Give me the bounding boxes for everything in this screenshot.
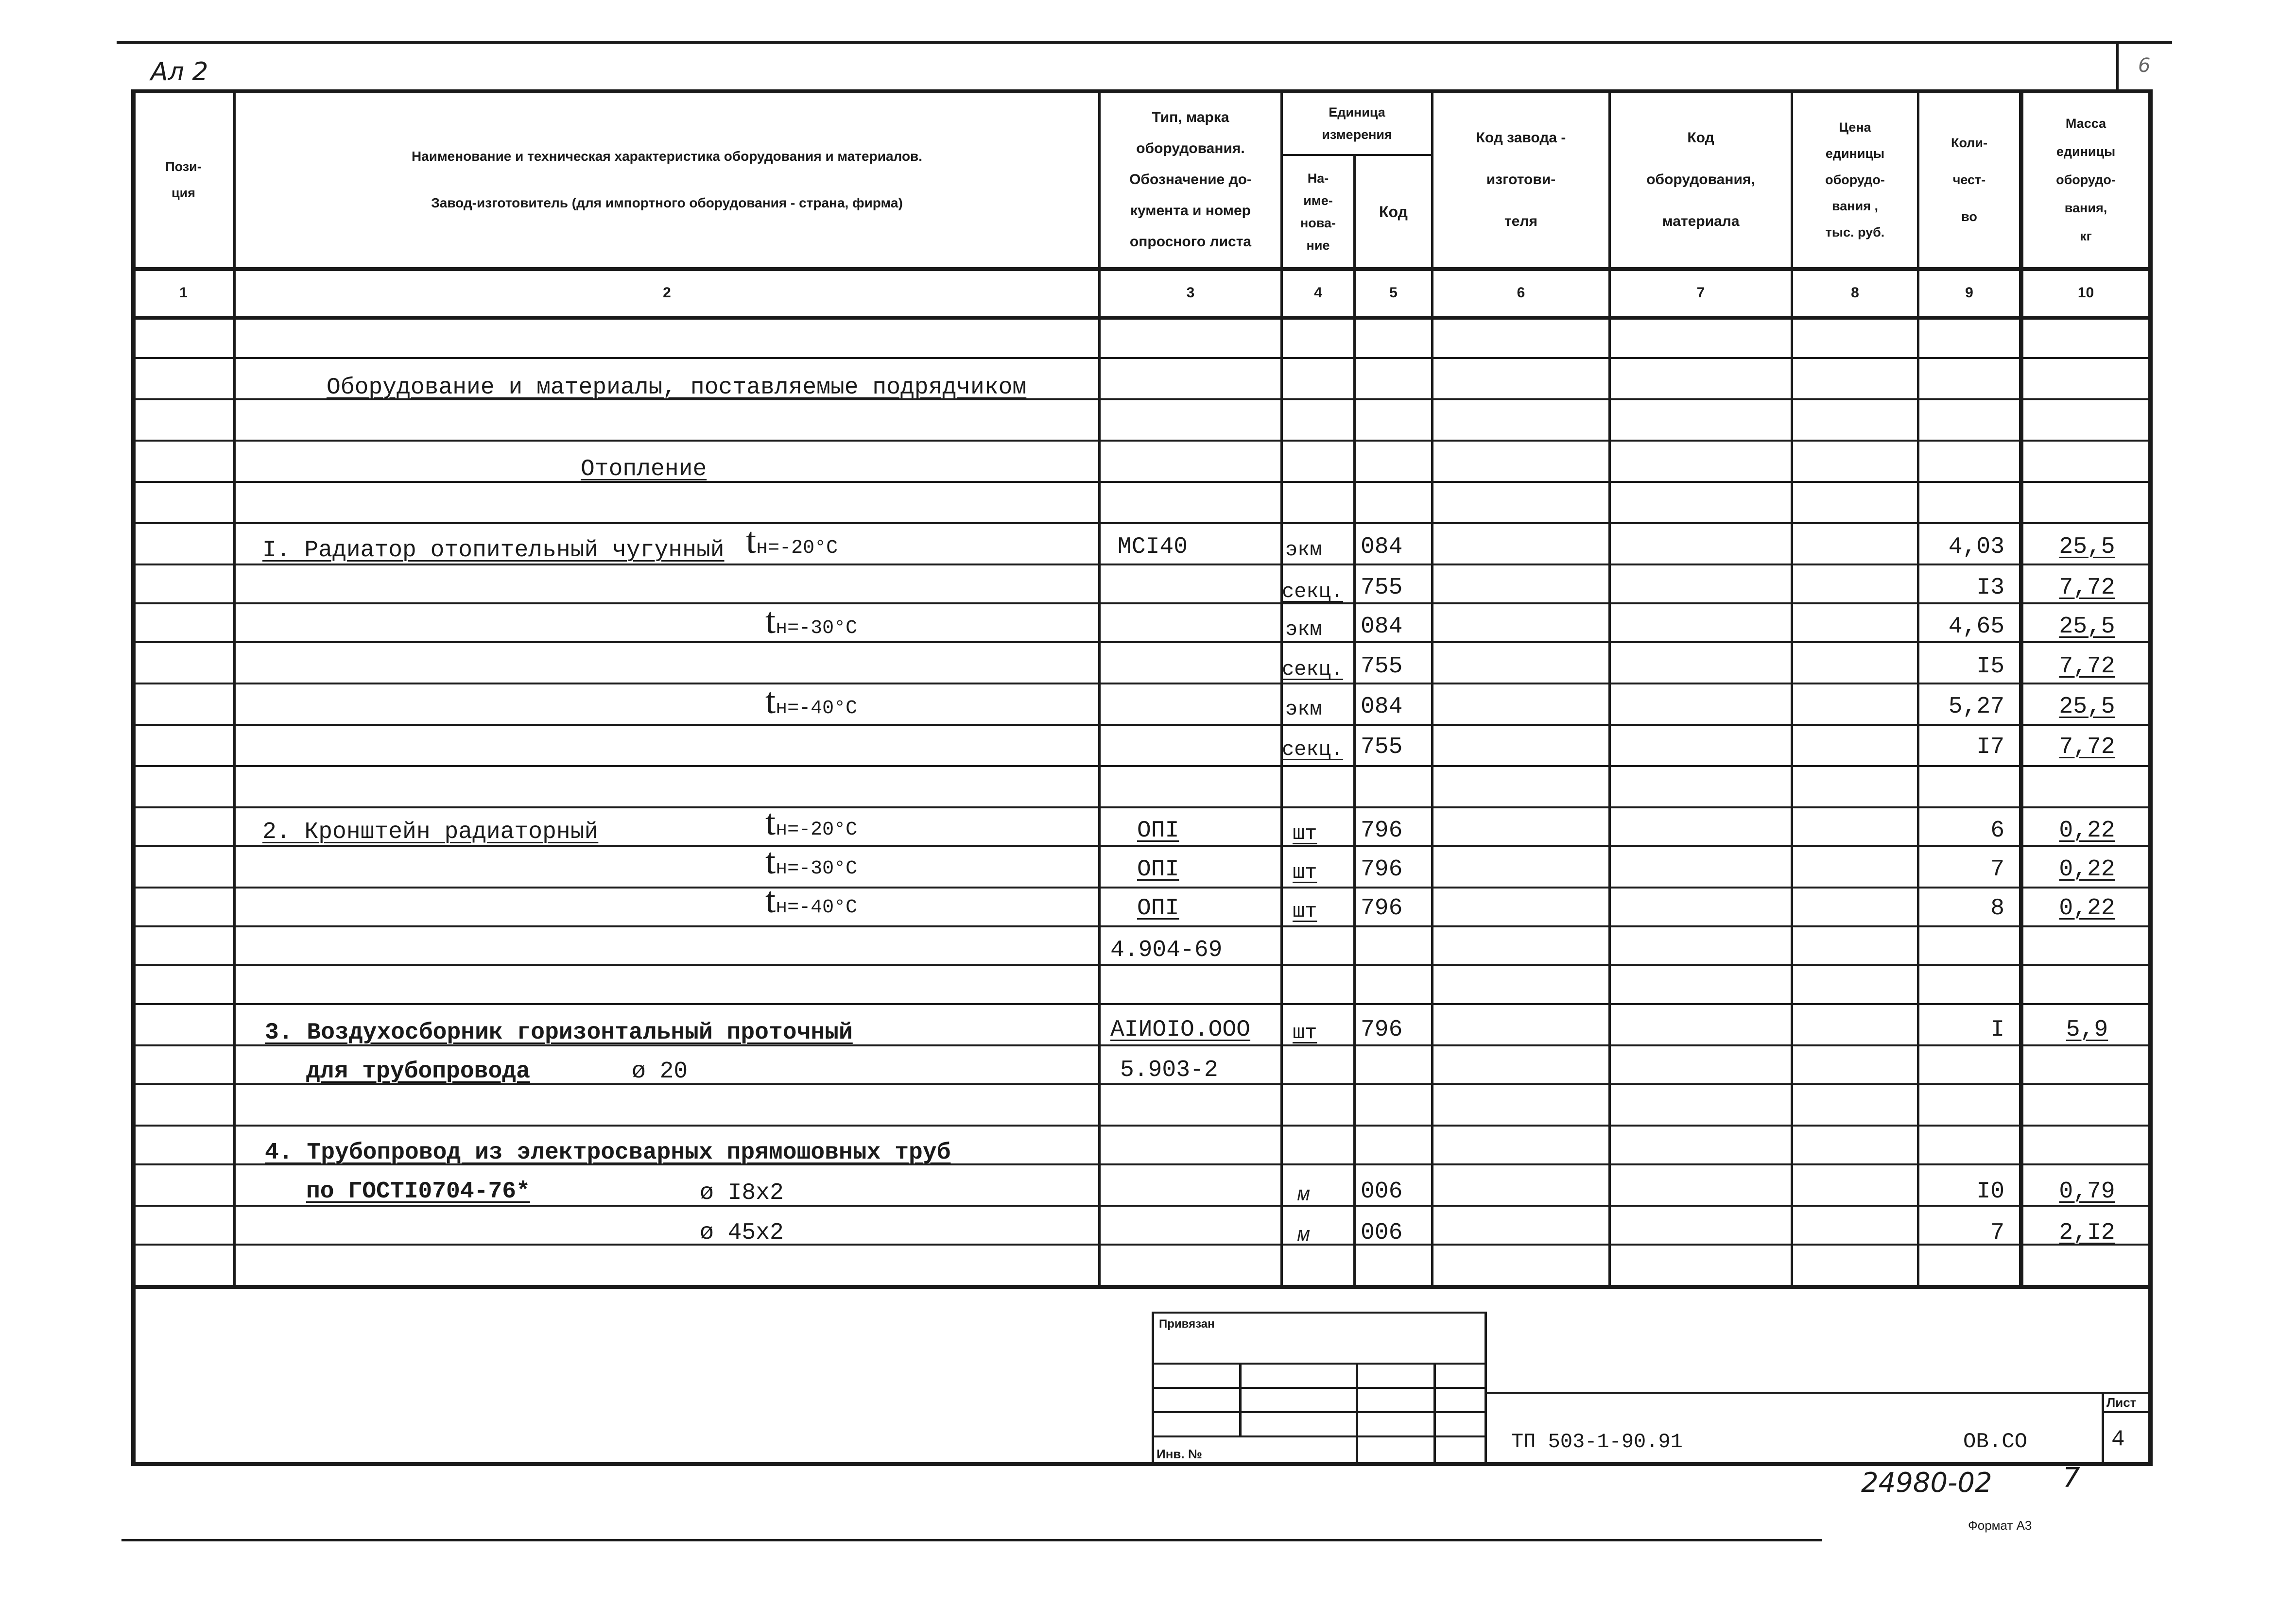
unit-name: секц. — [1282, 580, 1344, 603]
col-number: 1 — [179, 284, 188, 301]
corner-bracket-line — [2116, 41, 2119, 89]
quantity: I7 — [1976, 734, 2004, 760]
temperature-spec — [765, 841, 858, 883]
col-number: 9 — [1965, 284, 1973, 301]
unit-name: шт — [1293, 900, 1317, 923]
unit-code: 796 — [1361, 818, 1403, 844]
unit-code: 755 — [1361, 575, 1403, 601]
bottom-line — [121, 1539, 1822, 1541]
document-reference: 4.904-69 — [1110, 937, 1223, 963]
col-number: 10 — [2077, 284, 2094, 301]
unit-code: 006 — [1361, 1179, 1403, 1205]
col-number: 7 — [1696, 284, 1705, 301]
unit-name: экм — [1285, 698, 1322, 721]
t-symbol: t — [765, 841, 776, 882]
temperature-spec — [765, 880, 858, 922]
corner-mark: Ал 2 — [151, 57, 208, 86]
col-number: 3 — [1186, 284, 1195, 301]
corner-number: 6 — [2138, 54, 2151, 77]
document-reference: 5.903-2 — [1120, 1057, 1218, 1083]
mass: 0,22 — [2059, 895, 2115, 922]
header-type: Тип, марка оборудования. Обозначение до- кумента и номер опросного листа — [1129, 109, 1252, 250]
t-symbol: t — [765, 681, 776, 721]
type-mark: ОПI — [1137, 856, 1179, 883]
unit-name: экм — [1285, 538, 1322, 562]
unit-code: 796 — [1361, 1017, 1403, 1043]
mass: 7,72 — [2059, 653, 2115, 680]
unit-code: 796 — [1361, 856, 1403, 883]
mass: 7,72 — [2059, 575, 2115, 601]
t-symbol: t — [765, 802, 776, 843]
item-name: 2. Кронштейн радиаторный — [262, 819, 599, 845]
item-name: 3. Воздухосборник горизонтальный проточный — [265, 1020, 853, 1046]
quantity: I3 — [1976, 575, 2004, 601]
temperature-value: н=-40°С — [776, 698, 858, 719]
mass: 0,22 — [2059, 856, 2115, 883]
section-title-contractor: Оборудование и материалы, поставляемые подрядчиком — [327, 375, 1027, 401]
item-name: I. Радиатор отопительный чугунный — [262, 537, 725, 564]
quantity: 6 — [1990, 818, 2004, 844]
section-title-heating: Отопление — [581, 456, 707, 482]
project-code: ТП 503-1-90.91 — [1511, 1430, 1683, 1453]
mass: 0,79 — [2059, 1179, 2115, 1205]
quantity: 7 — [1990, 856, 2004, 883]
type-mark: ОПI — [1137, 895, 1179, 922]
col-number: 5 — [1389, 284, 1398, 301]
temperature-value: н=-20°С — [756, 537, 838, 559]
unit-code: 006 — [1361, 1220, 1403, 1246]
format-label: Формат А3 — [1968, 1518, 2032, 1533]
quantity: I5 — [1976, 653, 2004, 680]
quantity: 4,65 — [1948, 614, 2004, 640]
header-unit-code: Код — [1379, 203, 1408, 221]
mass: 25,5 — [2059, 614, 2115, 640]
archive-number: 24980-02 — [1861, 1467, 1992, 1499]
unit-name: секц. — [1282, 738, 1344, 761]
quantity: 5,27 — [1948, 694, 2004, 720]
unit-code: 755 — [1361, 653, 1403, 680]
header-equipment-code: Код оборудования, материала — [1646, 130, 1755, 229]
mass: 2,I2 — [2059, 1220, 2115, 1246]
quantity: 8 — [1990, 895, 2004, 922]
temperature-value: н=-20°С — [776, 819, 858, 841]
stamp-inventory-label: Инв. № — [1157, 1447, 1202, 1461]
t-symbol: t — [746, 520, 757, 561]
header-price: Цена единицы оборудо- вания , тыс. руб. — [1825, 120, 1885, 239]
header-position: Пози- ция — [165, 159, 202, 200]
document-mark: ОВ.СО — [1963, 1430, 2028, 1454]
mass: 5,9 — [2066, 1017, 2108, 1043]
unit-code: 084 — [1361, 694, 1403, 720]
unit-name: м — [1297, 1224, 1310, 1247]
type-mark: АIИОIО.ООО — [1110, 1017, 1251, 1043]
t-symbol: t — [765, 600, 776, 641]
quantity: 7 — [1990, 1220, 2004, 1246]
header-factory-code: Код завода - изготови- теля — [1476, 130, 1566, 229]
mass: 25,5 — [2059, 694, 2115, 720]
header-mass: Масса единицы оборудо- вания, кг — [2056, 116, 2116, 243]
pipe-diameter: ø 45х2 — [700, 1220, 784, 1246]
type-mark: ОПI — [1137, 818, 1179, 844]
mass: 7,72 — [2059, 734, 2115, 760]
sheet-label: Лист — [2106, 1395, 2137, 1410]
unit-name: шт — [1293, 1021, 1317, 1044]
quantity: I — [1990, 1017, 2004, 1043]
header-name: Наименование и техническая характеристика оборудования и материалов. Завод-изготовитель (для импортного оборудования - страна, фирма) — [411, 149, 923, 210]
unit-name: шт — [1293, 861, 1317, 884]
header-unit-name: На- име- нова- ние — [1300, 171, 1336, 253]
stamp-bound-label: Привязан — [1159, 1317, 1215, 1331]
archive-suffix: 7 — [2063, 1462, 2080, 1494]
temperature-value: н=-40°С — [776, 897, 858, 919]
unit-name: м — [1297, 1183, 1310, 1207]
temperature-spec — [765, 681, 858, 722]
pipe-diameter: ø I8х2 — [700, 1180, 784, 1206]
unit-name: шт — [1293, 822, 1317, 845]
temperature-spec — [765, 600, 858, 642]
unit-code: 084 — [1361, 534, 1403, 560]
mass: 0,22 — [2059, 818, 2115, 844]
temperature-spec — [765, 802, 858, 844]
top-border-line — [117, 41, 2172, 44]
unit-code: 755 — [1361, 734, 1403, 760]
quantity: I0 — [1976, 1179, 2004, 1205]
pipe-diameter: ø 20 — [632, 1059, 688, 1085]
unit-name: экм — [1285, 618, 1322, 641]
unit-code: 796 — [1361, 895, 1403, 922]
col-number: 6 — [1517, 284, 1525, 301]
unit-code: 084 — [1361, 614, 1403, 640]
header-unit-group: Единица измерения — [1322, 104, 1392, 142]
standard-reference: по ГОСТI0704-76* — [306, 1179, 530, 1205]
col-number: 4 — [1314, 284, 1322, 301]
temperature-spec — [746, 520, 838, 562]
sheet-number: 4 — [2111, 1427, 2125, 1452]
mass: 25,5 — [2059, 534, 2115, 560]
quantity: 4,03 — [1948, 534, 2004, 560]
col-number: 2 — [663, 284, 671, 301]
type-mark: МСI40 — [1118, 534, 1188, 560]
temperature-value: н=-30°С — [776, 858, 858, 880]
item-name — [265, 1139, 950, 1166]
item-name-text: 4. Трубопровод из электросварных прямошовных труб — [265, 1140, 951, 1166]
col-number: 8 — [1851, 284, 1859, 301]
item-name-continued: для трубопровода — [306, 1059, 530, 1085]
t-symbol: t — [765, 880, 776, 921]
unit-name: секц. — [1282, 658, 1344, 681]
temperature-value: н=-30°С — [776, 617, 858, 639]
header-quantity: Коли- чест- во — [1951, 136, 1988, 224]
